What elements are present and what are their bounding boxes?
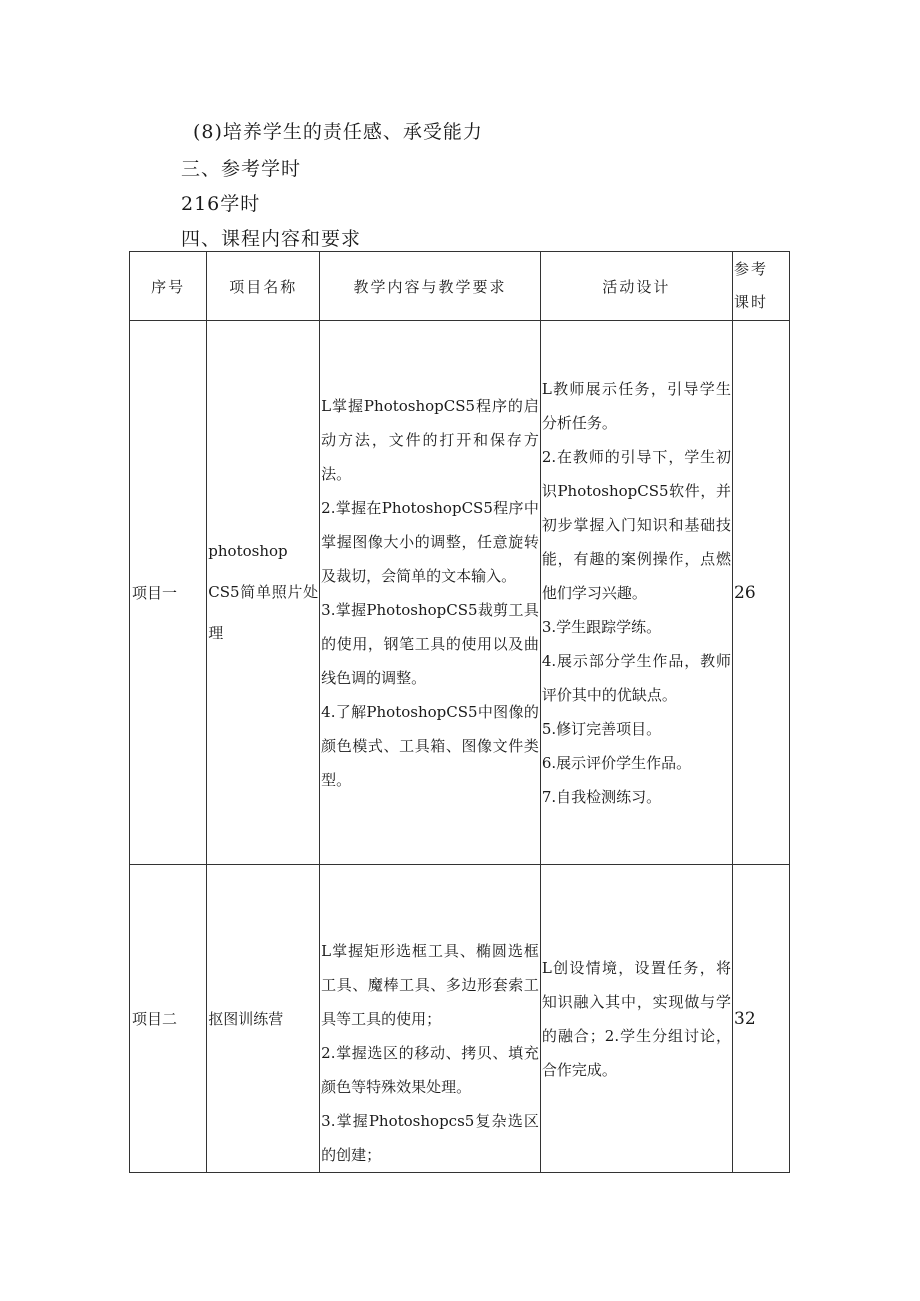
header-content: 教学内容与教学要求: [320, 252, 541, 321]
course-content-table: [129, 251, 790, 1173]
header-name: 项目名称: [207, 252, 320, 321]
row-content: L掌握PhotoshopCS5程序的启动方法，文件的打开和保存方法。 2.掌握在PhotoshopCS5程序中掌握图像大小的调整，任意旋转及裁切，会简单的文本输入。 3.掌握PhotoshopCS5裁剪工具的使用，钢笔工具的使用以及曲线色调的调整。 4.了解PhotoshopCS5中图像的颜色模式、工具箱、图像文件类型。: [320, 321, 541, 865]
table-header-row: [130, 252, 790, 321]
header-hours: 参考 课时: [733, 252, 790, 321]
row-activity: L创设情境，设置任务，将知识融入其中，实现做与学的融合；2.学生分组讨论，合作完成。: [540, 865, 732, 1173]
total-hours: 216学时: [181, 193, 261, 215]
header-no: 序号: [130, 252, 207, 321]
row-name: 抠图训练营: [207, 865, 320, 1173]
row-activity: L教师展示任务，引导学生分析任务。 2.在教师的引导下，学生初识PhotoshopCS5软件，并初步掌握入门知识和基础技能，有趣的案例操作，点燃他们学习兴趣。 3.学生跟踪学练。 4.展示部分学生作品，教师评价其中的优缺点。 5.修订完善项目。 6.展示评价学生作品。 7.自我检测练习。: [540, 321, 732, 865]
intro-line-ability: (8)培养学生的责任感、承受能力: [193, 121, 483, 143]
row-name: photoshop CS5简单照片处理: [207, 321, 320, 865]
row-content: L掌握矩形选框工具、椭圆选框工具、魔棒工具、多边形套索工具等工具的使用； 2.掌握选区的移动、拷贝、填充颜色等特殊效果处理。 3.掌握Photoshopcs5复杂选区的创建；: [320, 865, 541, 1173]
table-row: [130, 865, 790, 1173]
section-heading-content: 四、课程内容和要求: [181, 228, 362, 250]
row-hours: 32: [733, 865, 790, 1173]
row-no: 项目二: [130, 865, 207, 1173]
section-heading-hours: 三、参考学时: [181, 158, 302, 180]
row-no: 项目一: [130, 321, 207, 865]
table-row: [130, 321, 790, 865]
header-activity: 活动设计: [540, 252, 732, 321]
row-hours: 26: [733, 321, 790, 865]
